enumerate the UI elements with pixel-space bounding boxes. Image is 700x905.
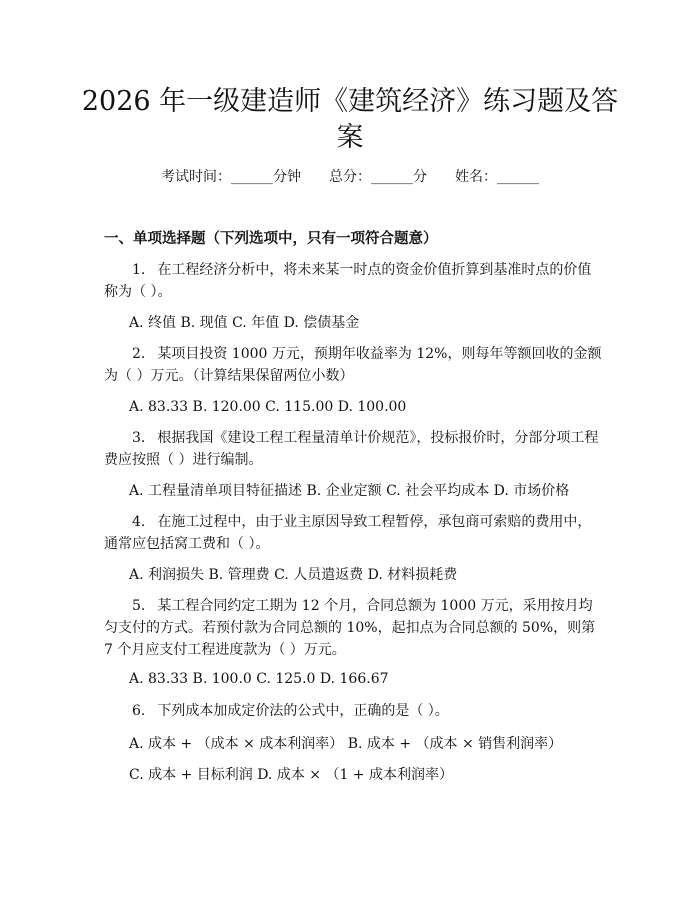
question-number: 1.	[132, 262, 146, 278]
question-2	[104, 343, 604, 387]
exam-info	[0, 167, 700, 187]
question-4-options: A. 利润损失 B. 管理费 C. 人员遣返费 D. 材料损耗费	[129, 567, 458, 583]
question-text: 根据我国《建设工程工程量清单计价规范》，投标报价时，分部分项工程费应按照（ ）进行编制。	[104, 430, 599, 468]
question-5-options: A. 83.33 B. 100.0 C. 125.0 D. 166.67	[129, 671, 389, 687]
question-5	[104, 595, 604, 661]
question-text: 某项目投资 1000 万元，预期年收益率为 12%，则每年等额回收的金额为（ ）万元。（计算结果保留两位小数）	[104, 346, 602, 384]
exam-score: 总分：______分	[329, 169, 427, 185]
question-3-options: A. 工程量清单项目特征描述 B. 企业定额 C. 社会平均成本 D. 市场价格	[129, 483, 570, 499]
question-6	[104, 700, 604, 722]
question-number: 4.	[132, 514, 146, 530]
question-1	[104, 259, 604, 303]
question-number: 2.	[132, 346, 146, 362]
question-6-option-line2: C. 成本 + 目标利润 D. 成本 × （1 + 成本利润率）	[129, 767, 453, 783]
question-text: 在工程经济分析中，将未来某一时点的资金价值折算到基准时点的价值称为（ ）。	[104, 262, 592, 300]
question-text: 下列成本加成定价法的公式中，正确的是（ ）。	[157, 703, 449, 719]
question-2-options: A. 83.33 B. 120.00 C. 115.00 D. 100.00	[129, 399, 407, 415]
question-1-options: A. 终值 B. 现值 C. 年值 D. 偿债基金	[129, 315, 360, 331]
question-text: 在施工过程中，由于业主原因导致工程暂停，承包商可索赔的费用中，通常应包括窝工费和（ ）。	[104, 514, 592, 552]
document-title-line1: 2026 年一级建造师《建筑经济》练习题及答	[81, 86, 619, 117]
question-number: 6.	[132, 703, 146, 719]
section-heading: 一、单项选择题（下列选项中，只有一项符合题意）	[104, 230, 438, 247]
document-title-line2: 案	[336, 122, 364, 153]
exam-time: 考试时间：______分钟	[161, 169, 301, 185]
question-text: 某工程合同约定工期为 12 个月，合同总额为 1000 万元，采用按月均匀支付的方式。若预付款为合同总额的 10%，起扣点为合同总额的 50%，则第 7 个月应支付工程进度款为（ ）万元。	[104, 598, 596, 658]
question-6-option-line1: A. 成本 + （成本 × 成本利润率） B. 成本 + （成本 × 销售利润率）	[129, 736, 563, 752]
question-number: 3.	[132, 430, 146, 446]
exam-name: 姓名：______	[455, 169, 539, 185]
question-4	[104, 511, 604, 555]
question-number: 5.	[132, 598, 146, 614]
question-3	[104, 427, 604, 471]
